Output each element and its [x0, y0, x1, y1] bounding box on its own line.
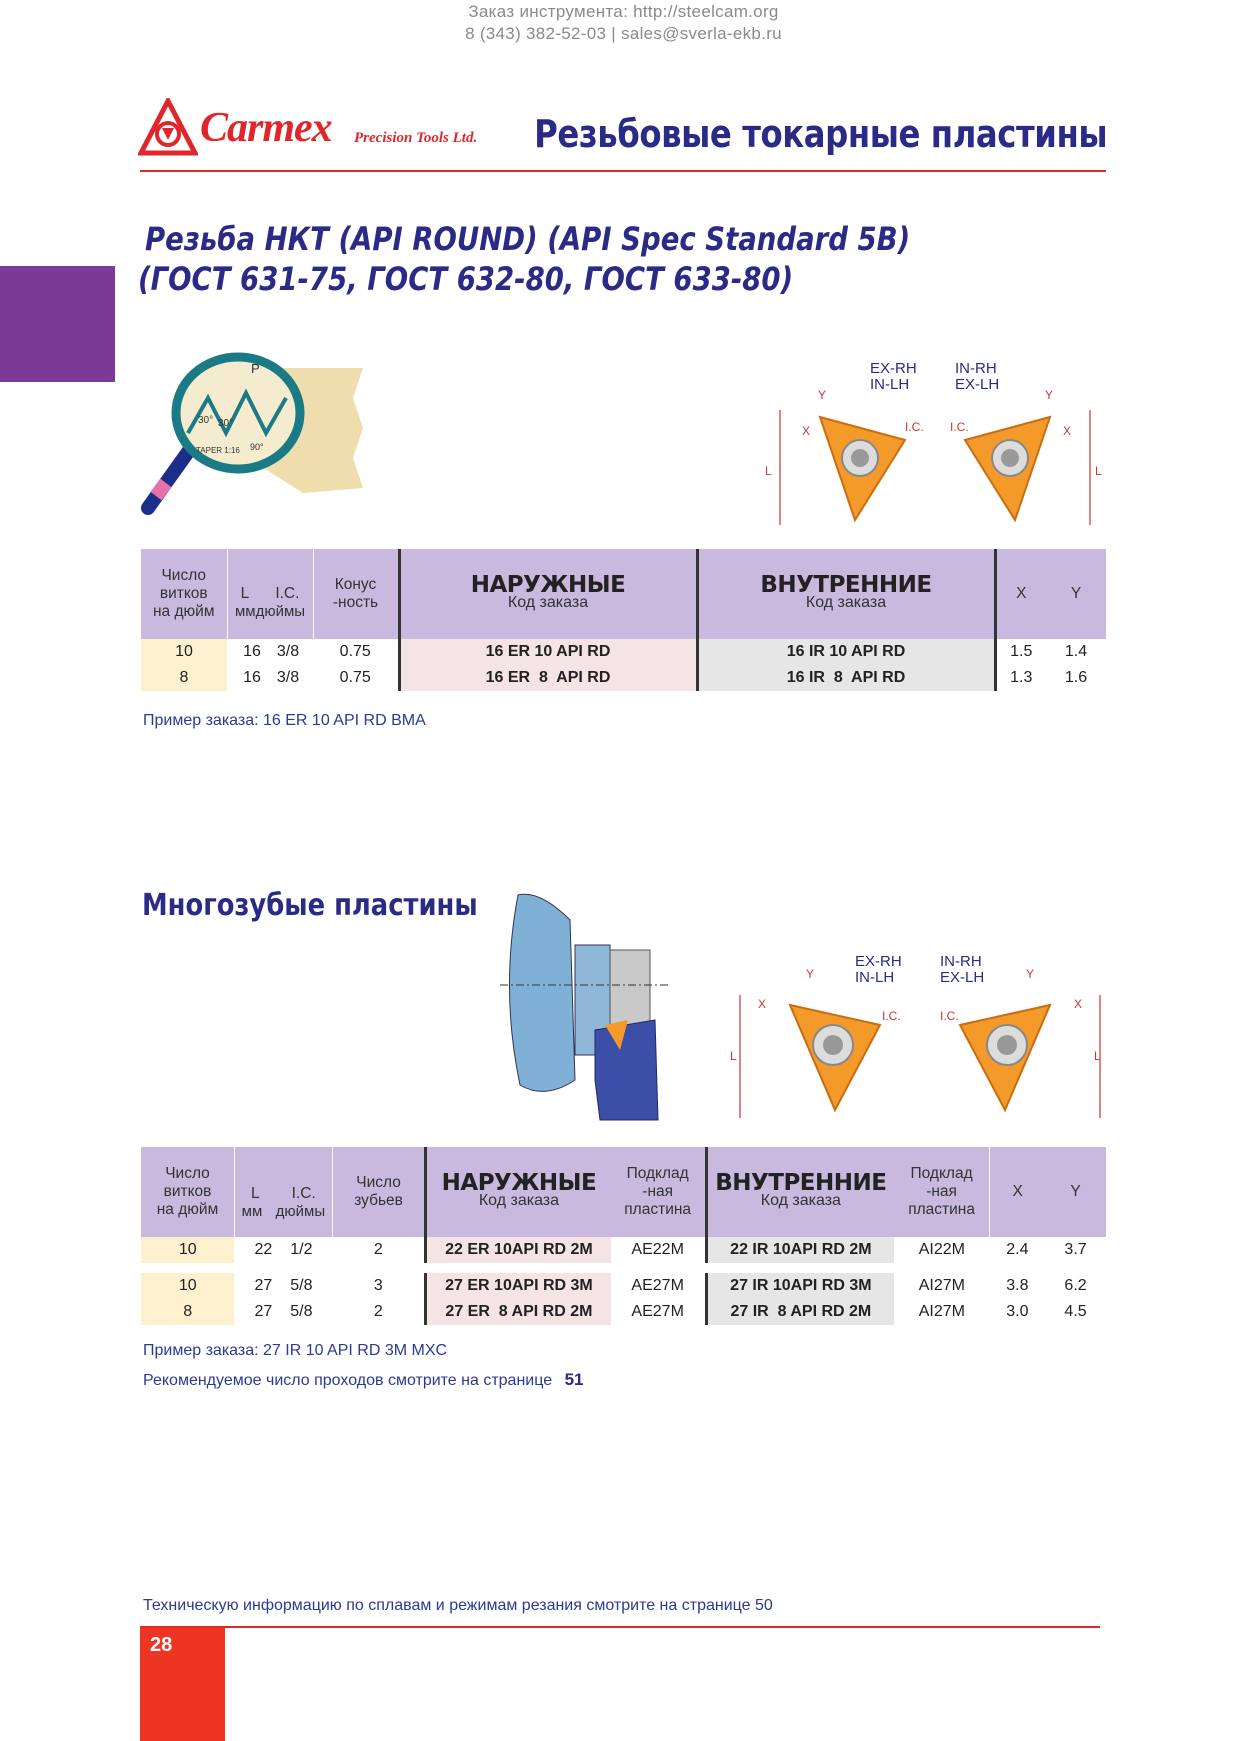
- footer-divider: [140, 1626, 1100, 1628]
- recommend-note: Рекомендуемое число проходов смотрите на странице 51: [143, 1370, 584, 1389]
- header-turns: Число витков на дюйм: [141, 549, 227, 639]
- table-row: 8 16 3/8 0.75 16 ER 8 API RD 16 IR 8 API RD 1.3 1.6: [141, 665, 1106, 691]
- order-line[interactable]: Заказ инструмента: http://steelcam.org: [468, 2, 779, 21]
- dim-ic-left-2: I.C.: [882, 1009, 901, 1023]
- insert-diagram-1: [760, 355, 1110, 535]
- header-external: НАРУЖНЫЕ Код заказа: [399, 549, 697, 639]
- label-ex-rh: EX-RH: [870, 360, 917, 377]
- dim-l-right-2: L: [1094, 1049, 1101, 1063]
- header-y: Y: [1046, 549, 1106, 639]
- header-taper: Конус -ность: [313, 549, 399, 639]
- table-row: 8 27 5/8 2 27 ER 8 API RD 2M AE27M 27 IR 8 API RD 2M AI27M 3.0 4.5: [141, 1299, 1106, 1325]
- page-title: Резьбовые токарные пластины: [533, 112, 1107, 156]
- label-in-lh: IN-LH: [870, 376, 910, 393]
- recommend-page-link[interactable]: 51: [564, 1370, 584, 1389]
- dim-ic-right-2: I.C.: [940, 1009, 959, 1023]
- insert-diagram-2: [730, 950, 1110, 1125]
- dim-x-right: X: [1063, 424, 1072, 438]
- angle-90-label: 90°: [250, 442, 264, 452]
- section-tab: [0, 266, 115, 382]
- section1-title-line1: Резьба НКТ (API ROUND) (API Spec Standard 5B): [145, 220, 911, 258]
- dim-ic-left: I.C.: [905, 420, 924, 434]
- header-external-2: НАРУЖНЫЕ Код заказа: [426, 1147, 611, 1237]
- dim-ic-right: I.C.: [950, 420, 969, 434]
- table-row: 10 27 5/8 3 27 ER 10API RD 3M AE27M 27 IR 10API RD 3M AI27M 3.8 6.2: [141, 1268, 1106, 1299]
- angle-label-1: 30°: [198, 415, 214, 426]
- order-example-2: Пример заказа: 27 IR 10 API RD 3M MXC: [143, 1342, 448, 1359]
- thread-magnifier-illustration: [138, 338, 368, 538]
- header-internal-2: ВНУТРЕННИЕ Код заказа: [706, 1147, 894, 1237]
- carmex-emblem-icon: [138, 98, 198, 158]
- order-example-1: Пример заказа: 16 ER 10 API RD BMA: [143, 712, 426, 729]
- section2-title: Многозубые пластины: [142, 888, 478, 923]
- header-shim-ext: Подклад -ная пластина: [611, 1147, 707, 1237]
- section1-title-line2: (ГОСТ 631-75, ГОСТ 632-80, ГОСТ 633-80): [138, 260, 794, 298]
- header-L-ic: L I.C. мм дюймы: [227, 549, 313, 639]
- angle-label-2: 30°: [218, 418, 234, 429]
- dim-l-left: L: [765, 464, 772, 478]
- holder-illustration: [500, 890, 680, 1130]
- header-L-ic-2: L I.C. мм дюймы: [234, 1147, 332, 1237]
- dim-x-right-2: X: [1074, 997, 1083, 1011]
- page-number: 28: [150, 1634, 173, 1656]
- label-ex-lh-2: EX-LH: [940, 969, 985, 986]
- header-internal: ВНУТРЕННИЕ Код заказа: [697, 549, 995, 639]
- api-round-table: [141, 549, 1106, 691]
- page-number-tab: [140, 1628, 225, 1741]
- dim-y-right: Y: [1045, 388, 1054, 402]
- header-y-2: Y: [1045, 1147, 1106, 1237]
- pitch-label: P: [251, 361, 260, 376]
- label-ex-rh-2: EX-RH: [855, 953, 902, 970]
- brand-name: Carmex: [200, 105, 332, 151]
- dim-x-left-2: X: [758, 997, 767, 1011]
- dim-l-right: L: [1095, 464, 1102, 478]
- header-turns-2: Число витков на дюйм: [141, 1147, 234, 1237]
- multi-tooth-table: [141, 1147, 1106, 1325]
- dim-y-left: Y: [818, 388, 827, 402]
- table-row: 10 22 1/2 2 22 ER 10API RD 2M AE22M 22 IR 10API RD 2M AI22M 2.4 3.7: [141, 1237, 1106, 1268]
- header-x: X: [995, 549, 1046, 639]
- header-shim-int: Подклад -ная пластина: [894, 1147, 990, 1237]
- table-row: 10 16 3/8 0.75 16 ER 10 API RD 16 IR 10 API RD 1.5 1.4: [141, 639, 1106, 665]
- label-in-rh-2: IN-RH: [940, 953, 982, 970]
- brand-tagline: Precision Tools Ltd.: [354, 130, 478, 146]
- dim-l-left-2: L: [730, 1049, 737, 1063]
- carmex-logo: [138, 96, 498, 158]
- dim-x-left: X: [802, 424, 811, 438]
- label-in-rh: IN-RH: [955, 360, 997, 377]
- header-divider: [140, 170, 1106, 172]
- dim-y-left-2: Y: [806, 967, 815, 981]
- footer-note: Техническую информацию по сплавам и режимам резания смотрите на странице 50: [143, 1597, 773, 1614]
- taper-label: TAPER 1:16: [196, 446, 240, 455]
- header-x-2: X: [990, 1147, 1045, 1237]
- label-in-lh-2: IN-LH: [855, 969, 895, 986]
- header-teeth: Число зубьев: [332, 1147, 425, 1237]
- label-ex-lh: EX-LH: [955, 376, 1000, 393]
- dim-y-right-2: Y: [1026, 967, 1035, 981]
- contact-line[interactable]: 8 (343) 382-52-03 | sales@sverla-ekb.ru: [465, 24, 782, 43]
